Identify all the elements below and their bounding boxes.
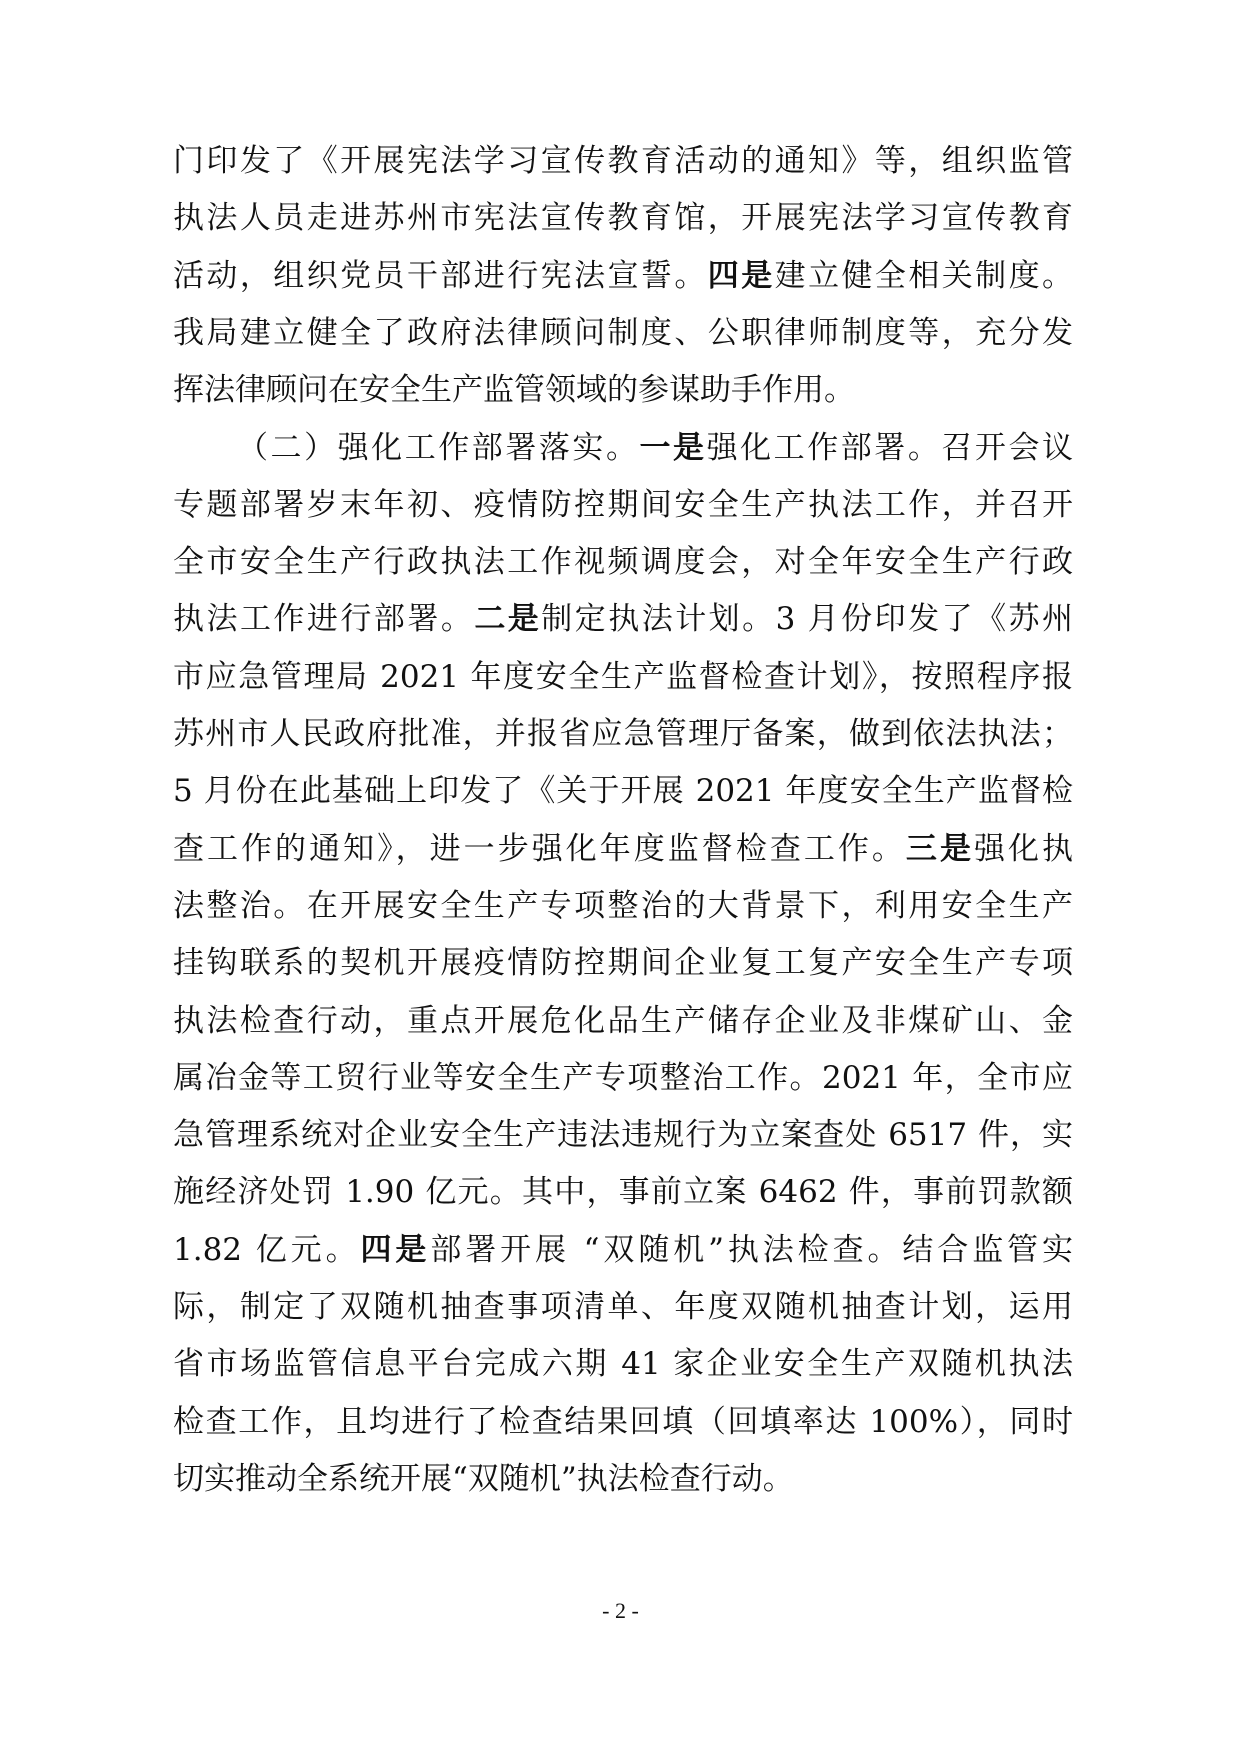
bold-keyword: 四是	[360, 1231, 431, 1268]
text-segment: 切实推动全系统开展“双随机”执法检查行动。	[173, 1460, 794, 1497]
text-segment: 我局建立健全了政府法律顾问制度、公职律师制度等，充分发	[173, 314, 1073, 351]
text-segment: 省市场监管信息平台完成六期 41 家企业安全生产双随机执法	[173, 1346, 1073, 1383]
text-line	[173, 935, 1073, 991]
text-segment: 制定执法计划。3 月份印发了《苏州	[541, 601, 1074, 638]
text-segment: 全市安全生产行政执法工作视频调度会，对全年安全生产行政	[173, 544, 1073, 581]
text-line	[173, 1394, 1073, 1450]
text-line	[173, 591, 1073, 647]
text-segment: 挥法律顾问在安全生产监管领域的参谋助手作用。	[173, 372, 855, 409]
text-line	[173, 706, 1073, 762]
text-line	[173, 305, 1073, 361]
text-line	[237, 420, 1073, 476]
text-line	[173, 763, 1073, 819]
text-line	[173, 878, 1073, 934]
text-segment: 门印发了《开展宪法学习宣传教育活动的通知》等，组织监管	[173, 143, 1073, 179]
bold-keyword: 四是	[707, 257, 775, 294]
text-segment: 强化执	[973, 830, 1074, 867]
text-line	[173, 649, 1073, 705]
text-segment: 挂钩联系的契机开展疫情防控期间企业复工复产安全生产专项	[173, 945, 1073, 982]
text-line	[173, 1222, 1073, 1278]
text-segment: 检查工作，且均进行了检查结果回填（回填率达 100%），同时	[173, 1403, 1073, 1440]
text-segment: 市应急管理局 2021 年度安全生产监督检查计划》，按照程序报	[173, 658, 1073, 695]
text-segment: 部署开展 “双随机”执法检查。结合监管实	[430, 1231, 1073, 1268]
text-line	[173, 1336, 1073, 1392]
text-segment: 执法检查行动，重点开展危化品生产储存企业及非煤矿山、金	[173, 1002, 1073, 1039]
text-segment: 1.82 亿元。	[173, 1231, 361, 1268]
text-segment: 法整治。在开展安全生产专项整治的大背景下，利用安全生产	[173, 887, 1073, 924]
page-number: - 2 -	[602, 1598, 639, 1623]
text-segment: 强化工作部署。召开会议	[706, 429, 1074, 466]
text-line	[173, 1107, 1073, 1163]
text-segment: 查工作的通知》，进一步强化年度监督检查工作。	[173, 830, 906, 867]
text-line	[173, 248, 1073, 304]
text-segment: 执法人员走进苏州市宪法宣传教育馆，开展宪法学习宣传教育	[173, 200, 1073, 237]
bold-keyword: 三是	[905, 830, 974, 867]
text-line	[173, 821, 1073, 877]
text-line	[173, 477, 1073, 533]
text-line	[173, 133, 1073, 189]
text-segment: 活动，组织党员干部进行宪法宣誓。	[173, 257, 708, 294]
text-line	[173, 1451, 1073, 1507]
text-line	[173, 1164, 1073, 1220]
text-segment: （二）强化工作部署落实。	[237, 429, 640, 466]
bold-keyword: 一是	[639, 429, 707, 466]
text-segment: 专题部署岁末年初、疫情防控期间安全生产执法工作，并召开	[173, 486, 1073, 523]
text-line	[173, 190, 1073, 246]
text-segment: 5 月份在此基础上印发了《关于开展 2021 年度安全生产监督检	[173, 773, 1073, 810]
text-line	[173, 993, 1073, 1049]
text-segment: 苏州市人民政府批准，并报省应急管理厅备案，做到依法执法；	[173, 716, 1073, 752]
text-segment: 建立健全相关制度。	[774, 257, 1074, 294]
text-line	[173, 1050, 1073, 1106]
text-segment: 执法工作进行部署。	[173, 601, 475, 638]
text-segment: 际，制定了双随机抽查事项清单、年度双随机抽查计划，运用	[173, 1289, 1073, 1325]
text-line	[173, 534, 1073, 590]
text-line	[173, 362, 1073, 418]
text-segment: 急管理系统对企业安全生产违法违规行为立案查处 6517 件，实	[173, 1117, 1073, 1154]
text-segment: 施经济处罚 1.90 亿元。其中，事前立案 6462 件，事前罚款额	[173, 1174, 1073, 1211]
text-line	[173, 1279, 1073, 1335]
bold-keyword: 二是	[474, 601, 542, 638]
text-segment: 属冶金等工贸行业等安全生产专项整治工作。2021 年，全市应	[173, 1059, 1073, 1096]
